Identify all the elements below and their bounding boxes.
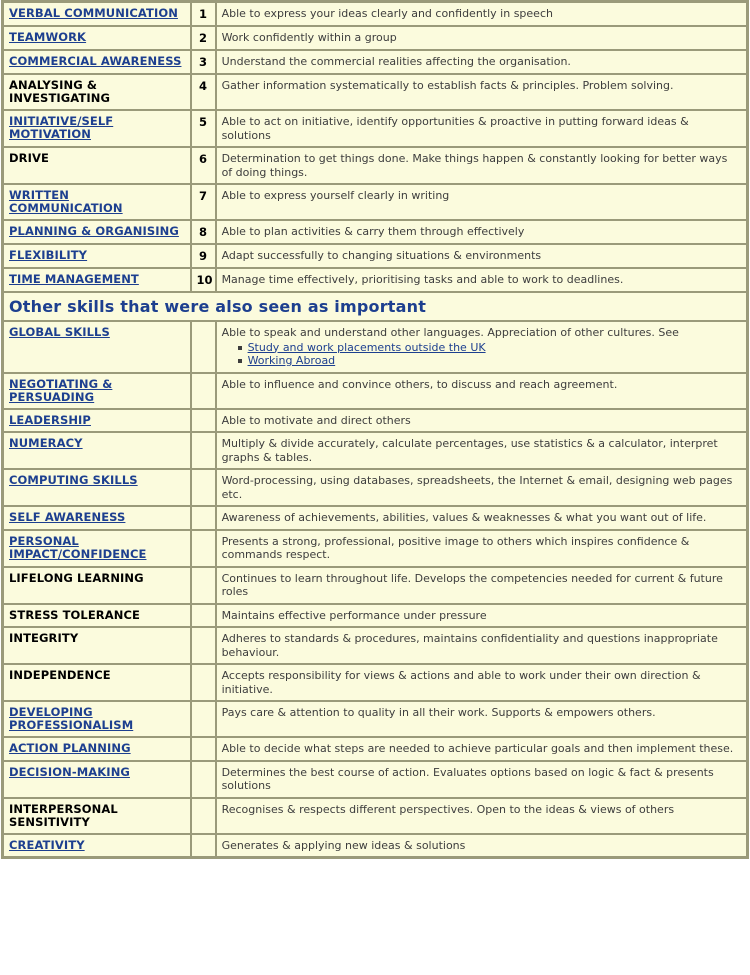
skill-description-text: Able to motivate and direct others (221, 413, 411, 427)
skill-label: DRIVE (9, 151, 49, 165)
skill-link[interactable]: NEGOTIATING & PERSUADING (9, 376, 113, 404)
table-row (3, 798, 747, 834)
skill-description-text: Able to speak and understand other languages. Appreciation of other cultures. See (221, 326, 679, 339)
table-row (3, 834, 747, 858)
related-link[interactable]: Working Abroad (247, 354, 336, 367)
skill-link[interactable]: CREATIVITY (9, 837, 85, 852)
skills-table-body (3, 2, 747, 857)
skill-description-cell (216, 321, 747, 373)
skill-description-cell (216, 567, 747, 604)
skill-description-cell (216, 147, 747, 184)
skill-link[interactable]: ACTION PLANNING (9, 741, 131, 755)
skill-link[interactable]: DEVELOPING PROFESSIONALISM (9, 705, 134, 732)
skill-description-cell (216, 798, 747, 834)
skill-description-cell (216, 74, 747, 110)
skill-description-cell (216, 506, 747, 530)
skill-rank-cell: 4 (191, 74, 216, 110)
list-item[interactable] (248, 341, 741, 355)
skill-label: STRESS TOLERANCE (9, 607, 140, 622)
skill-rank-cell (191, 701, 216, 737)
page-title: Other skills that were also seen as important (9, 297, 427, 316)
table-row (3, 530, 747, 567)
skill-rank-cell (191, 761, 216, 798)
skill-name-cell[interactable] (3, 184, 191, 220)
skill-description-cell (216, 50, 747, 74)
skill-description-text: Accepts responsibility for views & actions and able to work under their own direction & initiative. (221, 669, 701, 696)
skill-label: LIFELONG LEARNING (9, 570, 144, 585)
skill-description-text: Gather information systematically to establish facts & principles. Problem solving. (221, 79, 674, 92)
skill-description-text: Able to express your ideas clearly and confidently in speech (221, 7, 553, 20)
skill-rank-cell (191, 664, 216, 701)
skill-description-cell (216, 110, 747, 147)
skill-link[interactable]: NUMERACY (9, 436, 83, 450)
skill-link[interactable]: COMMERCIAL AWARENESS (9, 54, 182, 68)
skill-link[interactable]: GLOBAL SKILLS (9, 325, 110, 339)
skill-description-cell (216, 373, 747, 409)
skill-rank-cell (191, 834, 216, 858)
skill-name-cell (3, 567, 191, 604)
skill-rank-cell: 10 (191, 268, 216, 292)
skill-description-text: Multiply & divide accurately, calculate percentages, use statistics & a calculator, interpret graphs & tables. (221, 437, 718, 464)
skill-link[interactable]: TIME MANAGEMENT (9, 272, 139, 286)
skill-name-cell[interactable] (3, 373, 191, 409)
skill-name-cell[interactable] (3, 110, 191, 147)
skill-description-cell (216, 26, 747, 50)
table-row (3, 244, 747, 268)
skill-description-text: Recognises & respects different perspectives. Open to the ideas & views of others (221, 802, 675, 816)
table-row (3, 761, 747, 798)
skill-name-cell[interactable] (3, 737, 191, 761)
table-row (3, 664, 747, 701)
skill-description-cell (216, 701, 747, 737)
skill-link[interactable]: FLEXIBILITY (9, 248, 88, 262)
skill-rank-cell (191, 604, 216, 628)
skill-link[interactable]: LEADERSHIP (9, 412, 91, 427)
table-row (3, 737, 747, 761)
table-row (3, 26, 747, 50)
skill-name-cell[interactable] (3, 409, 191, 433)
skill-rank-cell: 5 (191, 110, 216, 147)
skill-name-cell[interactable] (3, 26, 191, 50)
skill-name-cell[interactable] (3, 50, 191, 74)
table-row (3, 506, 747, 530)
other-skills-heading-cell (3, 292, 747, 321)
skill-rank-cell (191, 469, 216, 506)
skill-rank-cell: 7 (191, 184, 216, 220)
skill-description-cell (216, 604, 747, 628)
skill-description-text: Determination to get things done. Make things happen & constantly looking for better ways of doing things. (221, 152, 728, 179)
skill-description-cell (216, 469, 747, 506)
skill-description-cell (216, 244, 747, 268)
table-row (3, 220, 747, 244)
skill-rank-cell: 8 (191, 220, 216, 244)
skill-description-text: Able to influence and convince others, to discuss and reach agreement. (221, 377, 618, 391)
table-row (3, 567, 747, 604)
skill-name-cell[interactable] (3, 834, 191, 858)
skill-name-cell[interactable] (3, 506, 191, 530)
skill-description-cell (216, 761, 747, 798)
skill-link[interactable]: DECISION-MAKING (9, 764, 130, 779)
skill-name-cell (3, 664, 191, 701)
table-row (3, 2, 747, 26)
skill-description-text: Understand the commercial realities affecting the organisation. (221, 55, 571, 68)
skill-description-text: Presents a strong, professional, positive image to others which inspires confidence & commands respect. (221, 534, 690, 561)
skill-name-cell[interactable] (3, 220, 191, 244)
skill-rank-cell (191, 373, 216, 409)
skill-description-cell (216, 834, 747, 858)
skill-name-cell (3, 627, 191, 664)
skill-name-cell[interactable] (3, 761, 191, 798)
skill-name-cell[interactable] (3, 530, 191, 567)
skill-name-cell[interactable] (3, 244, 191, 268)
skill-description-text: Maintains effective performance under pressure (221, 608, 487, 622)
skill-name-cell[interactable] (3, 2, 191, 26)
skill-link[interactable]: PLANNING & ORGANISING (9, 224, 179, 238)
skill-rank-cell (191, 432, 216, 469)
skill-name-cell (3, 74, 191, 110)
skill-rank-cell: 2 (191, 26, 216, 50)
skill-link[interactable]: VERBAL COMMUNICATION (9, 6, 178, 20)
skill-description-text: Word-processing, using databases, spreadsheets, the Internet & email, designing web pages etc. (221, 474, 733, 501)
skill-link[interactable]: WRITTEN COMMUNICATION (9, 188, 123, 215)
skill-description-text: Determines the best course of action. Evaluates options based on logic & fact & presents solutions (221, 765, 714, 792)
skill-link[interactable]: PERSONAL IMPACT/CONFIDENCE (9, 533, 147, 561)
skill-description-text: Able to plan activities & carry them through effectively (221, 225, 525, 238)
skill-rank-cell (191, 627, 216, 664)
skill-name-cell[interactable] (3, 268, 191, 292)
skill-description-text: Adheres to standards & procedures, maintains confidentiality and questions inappropriate behaviour. (221, 632, 718, 659)
skill-rank-cell (191, 798, 216, 834)
table-row (3, 110, 747, 147)
skill-name-cell[interactable] (3, 701, 191, 737)
skill-description-cell (216, 184, 747, 220)
skill-rank-cell (191, 530, 216, 567)
table-row (3, 701, 747, 737)
skill-name-cell (3, 604, 191, 628)
table-row (3, 469, 747, 506)
skill-description-text: Pays care & attention to quality in all their work. Supports & empowers others. (221, 706, 656, 719)
skill-link[interactable]: COMPUTING SKILLS (9, 473, 138, 487)
list-item[interactable] (248, 354, 741, 368)
table-row (3, 268, 747, 292)
skill-description-text: Able to express yourself clearly in writing (221, 189, 450, 202)
skill-rank-cell (191, 567, 216, 604)
table-row (3, 147, 747, 184)
skill-description-cell (216, 220, 747, 244)
skill-name-cell[interactable] (3, 469, 191, 506)
skill-link[interactable]: SELF AWARENESS (9, 510, 126, 524)
skill-description-text: Awareness of achievements, abilities, values & weaknesses & what you want out of life. (221, 511, 707, 524)
skill-name-cell (3, 147, 191, 184)
skill-name-cell[interactable] (3, 321, 191, 373)
skill-label: INTERPERSONAL SENSITIVITY (9, 801, 118, 829)
skill-name-cell[interactable] (3, 432, 191, 469)
skill-description-cell (216, 664, 747, 701)
table-row (3, 373, 747, 409)
skill-rank-cell: 3 (191, 50, 216, 74)
table-row (3, 432, 747, 469)
table-row (3, 627, 747, 664)
skill-label: INDEPENDENCE (9, 668, 111, 682)
skills-table (1, 0, 749, 859)
skill-description-cell (216, 737, 747, 761)
skill-description-text: Able to act on initiative, identify opportunities & proactive in putting forward ideas & solutions (221, 115, 689, 142)
table-row (3, 184, 747, 220)
skill-description-cell (216, 2, 747, 26)
table-row (3, 292, 747, 321)
skill-description-text: Manage time effectively, prioritising tasks and able to work to deadlines. (221, 273, 624, 286)
skill-description-cell (216, 627, 747, 664)
skill-description-text: Generates & applying new ideas & solutions (221, 838, 466, 852)
table-row (3, 409, 747, 433)
skill-description-text: Work confidently within a group (221, 31, 397, 44)
skill-rank-cell: 6 (191, 147, 216, 184)
skill-link[interactable]: TEAMWORK (9, 30, 87, 44)
skill-rank-cell (191, 321, 216, 373)
skill-description-text: Adapt successfully to changing situations & environments (221, 249, 542, 262)
skill-description-cell (216, 530, 747, 567)
skill-rank-cell: 1 (191, 2, 216, 26)
skill-rank-cell (191, 506, 216, 530)
skill-link[interactable]: INITIATIVE/SELF MOTIVATION (9, 114, 114, 141)
table-row (3, 74, 747, 110)
skill-label: ANALYSING & INVESTIGATING (9, 78, 110, 105)
skill-rank-cell (191, 737, 216, 761)
skill-description-text: Able to decide what steps are needed to achieve particular goals and then implement these. (221, 742, 734, 755)
table-row (3, 321, 747, 373)
table-row (3, 604, 747, 628)
related-link[interactable]: Study and work placements outside the UK (247, 340, 486, 354)
skill-rank-cell: 9 (191, 244, 216, 268)
related-links-list (222, 341, 741, 368)
skill-description-cell (216, 268, 747, 292)
skill-name-cell (3, 798, 191, 834)
skill-label: INTEGRITY (9, 631, 79, 645)
table-row (3, 50, 747, 74)
skill-description-text: Continues to learn throughout life. Develops the competencies needed for current & future roles (221, 571, 723, 598)
skill-description-cell (216, 432, 747, 469)
skill-description-cell (216, 409, 747, 433)
skill-rank-cell (191, 409, 216, 433)
